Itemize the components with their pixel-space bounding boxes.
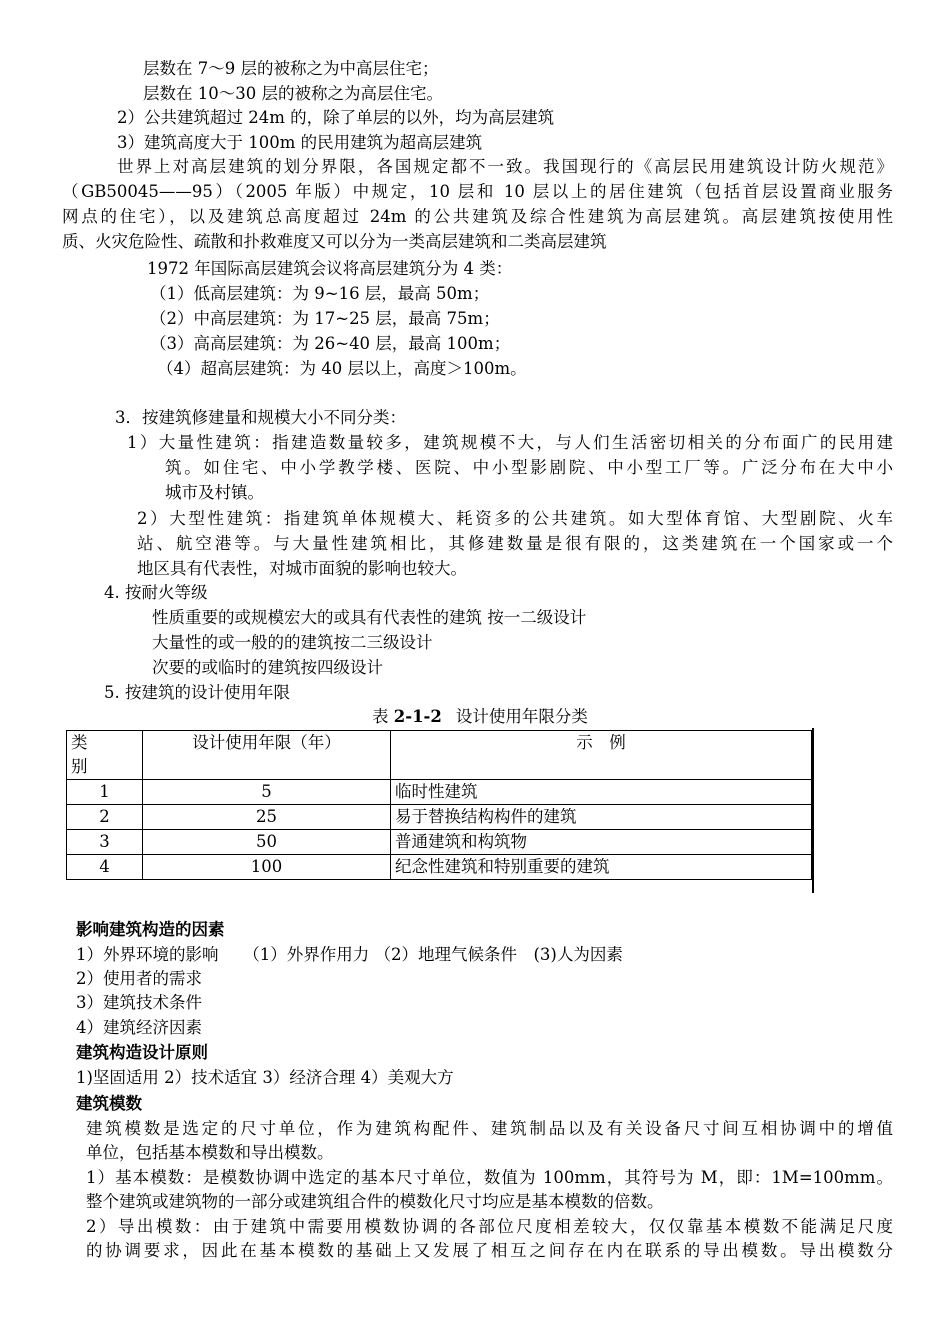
section-heading: 4. 按耐火等级	[104, 583, 208, 602]
text-line: 层数在 7～9 层的被称之为中高层住宅；	[143, 59, 439, 78]
cell-years: 25	[143, 805, 391, 830]
cell-example: 临时性建筑	[391, 780, 812, 805]
table-row	[67, 855, 812, 880]
list-item: 2）使用者的需求	[76, 969, 202, 988]
paragraph-line: 单位，包括基本模数和导出模数。	[86, 1143, 334, 1162]
paragraph-line: 2）大型性建筑：指建筑单体规模大、耗资多的公共建筑。如大型体育馆、大型剧院、火车	[137, 509, 893, 528]
text-line: 大量性的或一般的的建筑按二三级设计	[152, 633, 433, 652]
list-item: （2）中高层建筑：为 17~25 层，最高 75m；	[150, 309, 500, 328]
table-row	[67, 780, 812, 805]
list-item: 4）建筑经济因素	[76, 1018, 202, 1037]
section-heading: 5. 按建筑的设计使用年限	[104, 683, 290, 702]
table-header-row	[67, 731, 812, 780]
header-years: 设计使用年限（年）	[143, 731, 391, 780]
text-line: 1)坚固适用 2）技术适宜 3）经济合理 4）美观大方	[76, 1068, 454, 1087]
list-item: （1）低高层建筑：为 9~16 层，最高 50m；	[150, 284, 490, 303]
header-example: 示 例	[391, 731, 812, 780]
cell-category: 3	[67, 830, 143, 855]
cell-category: 2	[67, 805, 143, 830]
table-caption	[372, 705, 588, 729]
list-item: 1）外界环境的影响 （1）外界作用力 （2）地理气候条件 (3)人为因素	[76, 945, 623, 964]
text-line: 1972 年国际高层建筑会议将高层建筑分为 4 类：	[147, 259, 513, 278]
text-line: 性质重要的或规模宏大的或具有代表性的建筑 按一二级设计	[152, 608, 587, 627]
paragraph-line: 建筑模数是选定的尺寸单位，作为建筑构配件、建筑制品以及有关设备尺寸间互相协调中的增值	[86, 1119, 893, 1138]
text-line: 次要的或临时的建筑按四级设计	[152, 658, 383, 677]
caption-prefix: 表	[372, 707, 394, 726]
section-title: 建筑模数	[76, 1094, 142, 1113]
section-title: 建筑构造设计原则	[76, 1043, 208, 1062]
paragraph-line: 1）大量性建筑：指建造数量较多，建筑规模不大，与人们生活密切相关的分布面广的民用建	[127, 433, 893, 452]
paragraph-line: 网点的住宅），以及建筑总高度超过 24m 的公共建筑及综合性建筑为高层建筑。高层建筑按使用性	[62, 207, 893, 226]
caption-title: 设计使用年限分类	[455, 707, 588, 726]
paragraph-line: 2）导出模数：由于建筑中需要用模数协调的各部位尺度相差较大，仅仅靠基本模数不能满足尺度	[86, 1217, 893, 1236]
header-category-line2: 别	[71, 757, 88, 776]
header-category-line1: 类	[71, 733, 88, 752]
service-life-table	[66, 730, 812, 880]
cell-category: 4	[67, 855, 143, 880]
paragraph-line: 的协调要求，因此在基本模数的基础上又发展了相互之间存在内在联系的导出模数。导出模数分	[86, 1241, 893, 1260]
cell-years: 5	[143, 780, 391, 805]
cell-category: 1	[67, 780, 143, 805]
cell-example: 易于替换结构构件的建筑	[391, 805, 812, 830]
section-heading: 3．按建筑修建量和规模大小不同分类：	[115, 408, 406, 427]
section-title: 影响建筑构造的因素	[76, 920, 225, 939]
paragraph-line: 整个建筑或建筑物的一部分或建筑组合件的模数化尺寸均应是基本模数的倍数。	[86, 1192, 664, 1211]
list-item: （3）高高层建筑：为 26~40 层，最高 100m；	[150, 334, 511, 353]
cell-example: 普通建筑和构筑物	[391, 830, 812, 855]
text-line: 层数在 10～30 层的被称之为高层住宅。	[143, 84, 443, 103]
cell-example: 纪念性建筑和特别重要的建筑	[391, 855, 812, 880]
paragraph-line: 筑。如住宅、中小学教学楼、医院、中小型影剧院、中小型工厂等。广泛分布在大中小	[165, 458, 893, 477]
paragraph-line: （GB50045——95）（2005 年版）中规定，10 层和 10 层以上的居住建筑（包括首层设置商业服务	[62, 182, 893, 201]
caption-number: 2-1-2	[393, 707, 442, 726]
paragraph-line: 1）基本模数：是模数协调中选定的基本尺寸单位，数值为 100mm，其符号为 M，即：1M=100mm。	[86, 1168, 893, 1187]
paragraph-line: 地区具有代表性，对城市面貌的影响也较大。	[137, 559, 467, 578]
paragraph-line: 质、火灾危险性、疏散和扑救难度又可以分为一类高层建筑和二类高层建筑	[62, 232, 607, 251]
list-item: （4）超高层建筑：为 40 层以上，高度＞100m。	[157, 359, 527, 378]
cell-years: 100	[143, 855, 391, 880]
cell-years: 50	[143, 830, 391, 855]
text-line: 3）建筑高度大于 100m 的民用建筑为超高层建筑	[117, 133, 483, 152]
table-row	[67, 805, 812, 830]
table-row	[67, 830, 812, 855]
text-line: 2）公共建筑超过 24m 的，除了单层的以外，均为高层建筑	[117, 108, 555, 127]
table-right-border	[812, 728, 814, 893]
list-item: 3）建筑技术条件	[76, 993, 202, 1012]
paragraph-line: 站、航空港等。与大量性建筑相比，其修建数量是很有限的，这类建筑在一个国家或一个	[137, 534, 893, 553]
paragraph-line: 城市及村镇。	[165, 483, 264, 502]
header-category	[67, 731, 143, 780]
paragraph-line: 世界上对高层建筑的划分界限，各国规定都不一致。我国现行的《高层民用建筑设计防火规范》	[117, 157, 893, 176]
